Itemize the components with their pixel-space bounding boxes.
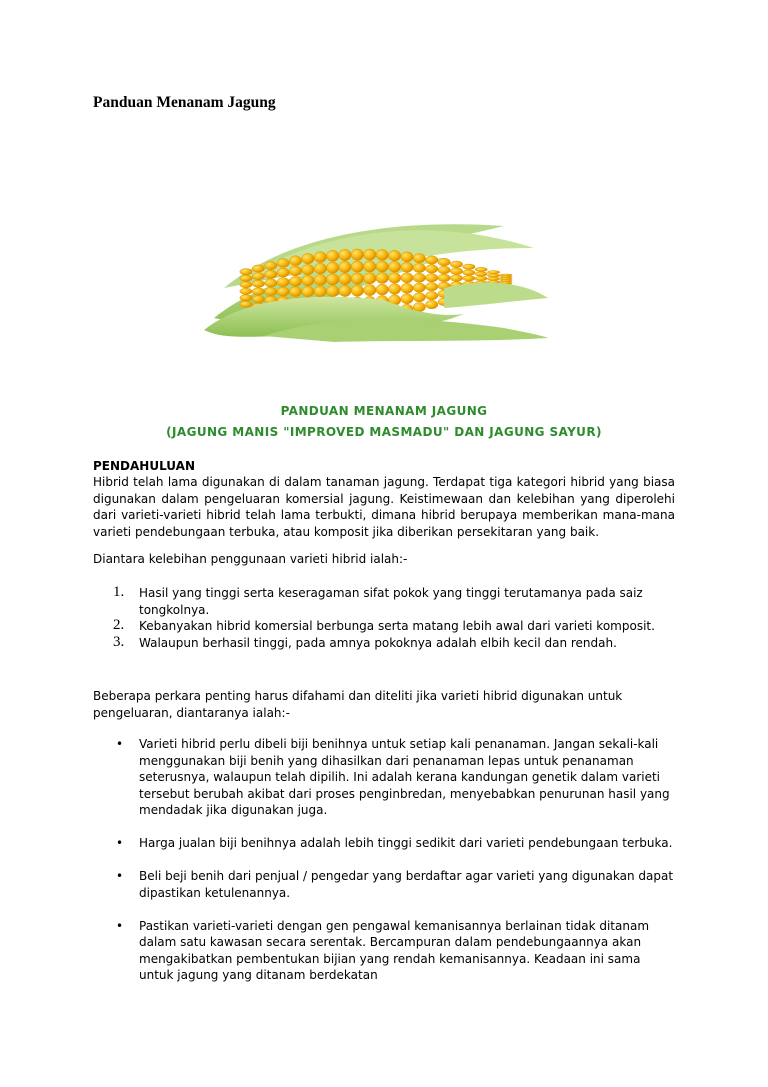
- corn-kernel: [302, 275, 314, 285]
- corn-kernel: [351, 249, 363, 260]
- list-number: 2.: [113, 617, 125, 633]
- corn-kernel: [327, 274, 339, 285]
- corn-kernel: [252, 273, 264, 280]
- corn-kernel: [364, 285, 376, 296]
- list-item-text: Walaupun berhasil tinggi, pada amnya pokoknya adalah elbih kecil dan rendah.: [139, 635, 617, 650]
- corn-kernel: [376, 261, 388, 272]
- advantages-list: [93, 585, 675, 651]
- section-title: PENDAHULUAN: [93, 459, 195, 473]
- corn-kernel: [240, 282, 252, 288]
- heading-line-2: (JAGUNG MANIS "IMPROVED MASMADU" DAN JAGUNG SAYUR): [166, 425, 602, 439]
- corn-kernel: [252, 288, 264, 295]
- list-item-text: Beli beji benih dari penjual / pengedar yang berdaftar agar varieti yang digunakan dapat dipastikan ketulenannya.: [139, 869, 674, 900]
- corn-kernel: [302, 254, 314, 264]
- corn-kernel: [289, 256, 301, 266]
- corn-kernel: [401, 262, 413, 272]
- corn-kernel: [463, 270, 475, 275]
- corn-kernel: [265, 270, 277, 278]
- corn-kernel: [500, 274, 512, 276]
- corn-kernel: [339, 261, 351, 272]
- corn-kernel: [314, 252, 326, 263]
- corn-kernel: [438, 258, 450, 266]
- corn-kernel: [351, 261, 363, 272]
- bullet-icon: •: [116, 869, 124, 883]
- corn-kernel: [475, 267, 487, 271]
- bullet-icon: •: [116, 918, 124, 933]
- corn-kernel: [327, 286, 339, 297]
- corn-kernel: [289, 287, 301, 297]
- corn-kernel: [265, 279, 277, 287]
- corn-kernel: [388, 250, 400, 261]
- heading-line-1: PANDUAN MENANAM JAGUNG: [280, 404, 488, 418]
- corn-kernel: [376, 273, 388, 284]
- corn-kernel: [376, 249, 388, 260]
- corn-kernel: [487, 274, 499, 277]
- list-item: [93, 868, 675, 901]
- corn-kernel: [240, 269, 252, 275]
- corn-kernel: [388, 273, 400, 284]
- corn-kernel: [327, 262, 339, 273]
- corn-kernel: [413, 254, 425, 263]
- corn-kernel: [401, 294, 413, 304]
- corn-kernel: [364, 261, 376, 272]
- corn-kernel: [240, 301, 252, 307]
- corn-kernel: [240, 275, 252, 281]
- corn-kernel: [252, 296, 264, 303]
- list-number: 3.: [113, 633, 125, 650]
- corn-kernel: [426, 256, 438, 264]
- corn-kernel: [401, 252, 413, 262]
- corn-kernel: [289, 276, 301, 286]
- corn-kernel: [252, 265, 264, 272]
- corn-kernel: [450, 275, 462, 282]
- list-item: [93, 736, 675, 819]
- corn-kernel: [500, 278, 512, 280]
- corn-kernel: [302, 265, 314, 275]
- corn-kernel: [450, 261, 462, 268]
- list-item: [93, 585, 675, 618]
- corn-kernel: [314, 286, 326, 297]
- corn-kernel: [426, 265, 438, 273]
- list-item: [93, 835, 675, 852]
- considerations-list: [93, 736, 675, 1000]
- corn-kernel: [450, 268, 462, 275]
- corn-kernel: [327, 250, 339, 261]
- corn-kernel: [302, 286, 314, 296]
- corn-kernel: [426, 283, 438, 291]
- corn-kernel: [413, 293, 425, 302]
- corn-kernel: [426, 292, 438, 300]
- corn-kernel: [487, 277, 499, 280]
- corn-kernel: [277, 287, 289, 296]
- corn-kernel: [277, 268, 289, 277]
- corn-kernel: [388, 262, 400, 273]
- list-item-text: Hasil yang tinggi serta keseragaman sifat pokok yang tinggi terutamanya pada saiz tongkolnya.: [139, 586, 643, 617]
- corn-kernel: [289, 266, 301, 276]
- page-title: Panduan Menanam Jagung: [93, 94, 276, 111]
- corn-kernel: [265, 288, 277, 296]
- list-item-text: Kebanyakan hibrid komersial berbunga serta matang lebih awal dari varieti komposit.: [139, 619, 655, 633]
- corn-kernel: [314, 275, 326, 286]
- corn-kernel: [240, 288, 252, 294]
- corn-kernel: [438, 274, 450, 282]
- list-item: [93, 618, 675, 635]
- corn-kernel: [500, 276, 512, 278]
- corn-kernel: [413, 283, 425, 292]
- corn-kernel: [475, 272, 487, 276]
- corn-kernel: [500, 280, 512, 282]
- corn-kernel: [401, 273, 413, 283]
- corn-kernel: [339, 285, 351, 296]
- corn-kernel: [463, 276, 475, 281]
- corn-kernel: [426, 274, 438, 282]
- corn-kernel: [277, 259, 289, 268]
- corn-kernel: [364, 273, 376, 284]
- bullet-icon: •: [116, 836, 124, 850]
- corn-kernel: [240, 295, 252, 301]
- corn-kernel: [388, 284, 400, 295]
- corn-kernel: [339, 273, 351, 284]
- corn-kernel: [438, 266, 450, 274]
- corn-kernel: [277, 278, 289, 287]
- list-item-text: Varieti hibrid perlu dibeli biji benihnya untuk setiap kali penanaman. Jangan sekali-kali menggunakan biji benih yang dihasilkan dari penanaman lepas untuk penanaman seterusnya, walaupun telah dipilih. Ini adalah kerana kandungan genetik dalam varieti tersebut berubah akibat dari proses penginbredan, menyebabkan penurunan hasil yang mendadak jika digunakan juga.: [139, 737, 670, 817]
- corn-kernel: [339, 249, 351, 260]
- intro-paragraph: Hibrid telah lama digunakan di dalam tanaman jagung. Terdapat tiga kategori hibrid yang biasa digunakan dalam pengeluaran komersial jagung. Keistimewaan dan kelebihan yang diperolehi dari varieti-varieti hibrid telah lama terbukti, dimana hibrid berupaya memberikan mana-mana varieti pendebungaan terbuka, atau komposit jika diberikan persekitaran yang baik.: [93, 475, 675, 539]
- corn-kernel: [401, 283, 413, 293]
- list-item: [93, 918, 675, 984]
- corn-kernel: [265, 262, 277, 270]
- corn-kernel: [351, 273, 363, 284]
- corn-kernel: [351, 285, 363, 296]
- corn-kernel: [463, 264, 475, 269]
- corn-kernel: [364, 249, 376, 260]
- list-number: 1.: [113, 584, 125, 600]
- corn-kernel: [314, 263, 326, 274]
- corn-kernel: [426, 300, 438, 308]
- bullet-icon: •: [116, 737, 124, 751]
- corn-kernel: [376, 284, 388, 295]
- list-item-text: Harga jualan biji benihnya adalah lebih tinggi sedikit dari varieti pendebungaan terbuka.: [139, 836, 673, 850]
- list-item: [93, 635, 675, 652]
- corn-kernel: [252, 280, 264, 287]
- corn-kernel: [487, 271, 499, 274]
- corn-kernel: [475, 276, 487, 280]
- corn-cob-image: [204, 218, 548, 342]
- advantages-lead: Diantara kelebihan penggunaan varieti hibrid ialah:-: [93, 552, 408, 566]
- considerations-lead: Beberapa perkara penting harus difahami dan diteliti jika varieti hibrid digunakan untuk pengeluaran, diantaranya ialah:-: [93, 689, 623, 720]
- corn-kernel: [413, 273, 425, 282]
- list-item-text: Pastikan varieti-varieti dengan gen pengawal kemanisannya berlainan tidak ditanam dalam satu kawasan secara serentak. Bercampuran dalam pendebungaannya akan mengakibatkan pembentukan bijian yang rendah kemanisannya. Keadaan ini sama untuk jagung yang ditanam berdekatan: [139, 918, 650, 982]
- corn-kernel: [413, 263, 425, 272]
